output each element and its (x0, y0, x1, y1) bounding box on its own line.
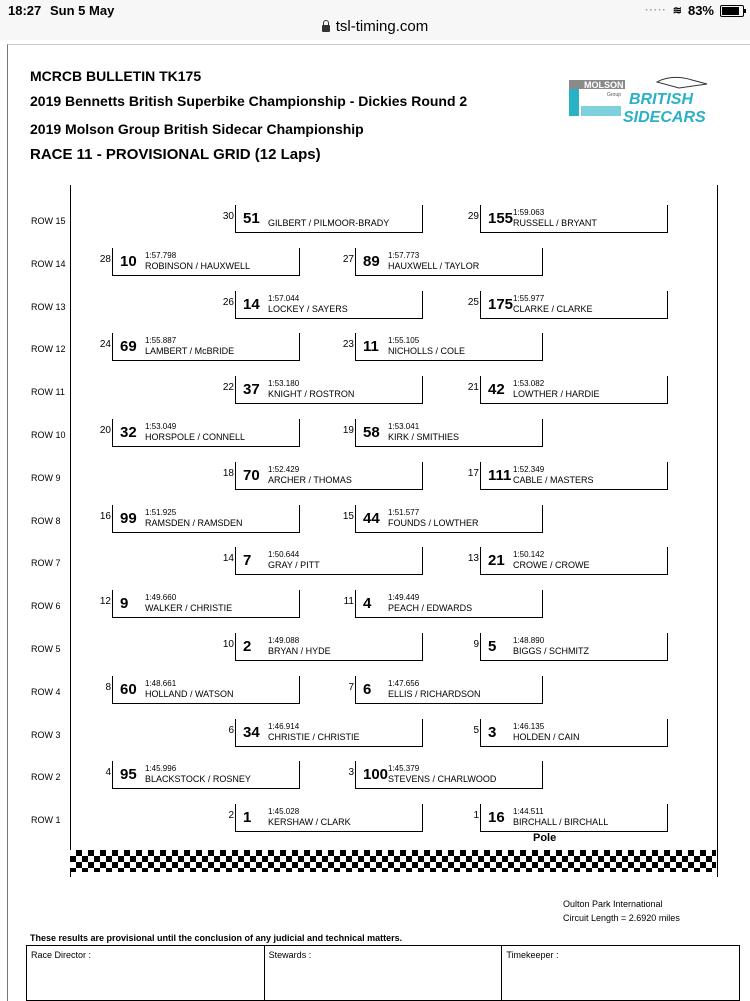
grid-position: 30 (222, 211, 234, 222)
grid-position: 14 (222, 553, 234, 565)
lap-time: 1:48.890 (513, 636, 545, 645)
race-title: RACE 11 - PROVISIONAL GRID (12 Laps) (30, 146, 321, 163)
grid-slot (467, 376, 668, 404)
rider-number: 175 (488, 295, 514, 313)
event-title: 2019 Bennetts British Superbike Championship - Dickies Round 2 (30, 93, 468, 109)
signal-icon: ····· (645, 5, 667, 16)
lap-time: 1:57.773 (388, 250, 420, 260)
rider-names: BIGGS / SCHMITZ (513, 646, 590, 656)
grid-position: 18 (222, 467, 234, 479)
lap-time: 1:52.429 (268, 464, 300, 474)
lock-icon (322, 25, 330, 32)
rider-names: KNIGHT / ROSTRON (268, 389, 355, 400)
grid-position: 3 (348, 767, 354, 779)
checkered-start-line (70, 850, 716, 872)
timekeeper-cell: Timekeeper : (506, 950, 559, 960)
grid-position: 5 (473, 724, 479, 736)
rider-number: 69 (120, 338, 137, 356)
grid-slot (473, 719, 668, 747)
grid-slot (473, 633, 668, 661)
row-label: ROW 2 (31, 772, 61, 783)
british-sidecars-logo (567, 72, 717, 130)
lap-time: 1:49.660 (145, 593, 177, 603)
logo-brand: MOLSON (584, 80, 624, 90)
sidecar-icon (657, 77, 707, 88)
row-label: ROW 13 (31, 301, 66, 312)
grid-slot (473, 804, 668, 832)
row-label: ROW 10 (31, 430, 66, 440)
row-label: ROW 4 (31, 686, 61, 697)
grid-position: 1 (473, 810, 479, 822)
grid-position: 27 (342, 253, 354, 265)
rider-number: 7 (243, 552, 252, 570)
lap-time: 1:49.088 (268, 636, 300, 645)
grid-slot (348, 761, 543, 789)
grid-slot (342, 248, 543, 276)
rider-number: 16 (488, 809, 505, 827)
rider-number: 1 (243, 809, 252, 827)
rider-names: HOLDEN / CAIN (513, 731, 580, 742)
logo-tread (581, 106, 621, 116)
row-label: ROW 9 (31, 472, 61, 483)
rider-number: 99 (120, 509, 137, 527)
grid-slot (222, 633, 423, 661)
lap-time: 1:48.661 (145, 678, 177, 688)
rider-number: 44 (363, 509, 380, 527)
row-label: ROW 6 (31, 601, 61, 612)
rider-names: KERSHAW / CLARK (268, 817, 351, 828)
rider-names: NICHOLLS / COLE (388, 346, 466, 357)
rider-names: HAUXWELL / TAYLOR (388, 260, 480, 271)
circuit-name: Oulton Park International (563, 899, 663, 909)
grid-slot (467, 205, 668, 233)
grid-slot (222, 205, 423, 233)
rider-number: 60 (120, 680, 137, 698)
status-date: Sun 5 May (50, 3, 115, 18)
rider-number: 21 (488, 552, 505, 570)
grid-position: 28 (99, 253, 111, 265)
lap-time: 1:47.656 (388, 678, 420, 688)
rider-number: 4 (363, 595, 372, 613)
rider-number: 3 (488, 723, 497, 741)
grid-position: 6 (228, 724, 234, 736)
rider-number: 32 (120, 424, 137, 441)
grid-slot (342, 419, 543, 447)
rider-number: 11 (363, 338, 379, 356)
lap-time: 1:57.798 (145, 250, 177, 260)
grid-slot (343, 590, 543, 618)
rider-number: 58 (363, 424, 380, 441)
grid-position: 12 (99, 596, 111, 608)
url-text[interactable]: tsl-timing.com (335, 18, 429, 35)
rider-names: HOLLAND / WATSON (145, 688, 234, 699)
rider-number: 100 (363, 766, 389, 784)
row-label: ROW 15 (31, 216, 66, 226)
grid-position: 2 (228, 810, 234, 822)
grid-slot (342, 333, 543, 361)
disclaimer: These results are provisional until the conclusion of any judicial and technical matters. (30, 933, 403, 943)
stewards-cell: Stewards : (265, 946, 503, 1000)
lap-time: 1:51.925 (145, 507, 177, 517)
lap-time: 1:50.142 (513, 550, 545, 560)
grid-slot (467, 291, 668, 319)
grid-slot (105, 761, 300, 789)
lap-time: 1:55.977 (513, 293, 545, 303)
rider-number: 89 (363, 252, 380, 270)
rider-names: BLACKSTOCK / ROSNEY (145, 774, 251, 785)
lap-time: 1:53.180 (268, 379, 300, 389)
grid-position: 17 (467, 467, 479, 479)
rider-names: RUSSELL / BRYANT (513, 218, 597, 228)
rider-number: 37 (243, 381, 260, 399)
grid-position: 13 (467, 553, 479, 565)
rider-names: BIRCHALL / BIRCHALL (513, 817, 609, 828)
grid-slot (222, 547, 423, 575)
grid-position: 25 (467, 296, 479, 308)
battery-icon (720, 5, 744, 17)
grid-position: 24 (99, 339, 111, 351)
rider-names: RAMSDEN / RAMSDEN (145, 517, 243, 528)
rider-names: ELLIS / RICHARDSON (388, 688, 481, 699)
rider-number: 14 (243, 295, 260, 313)
grid-position: 20 (99, 425, 111, 436)
battery-fill (722, 7, 739, 15)
grid-slot (467, 547, 668, 575)
logo-line2: SIDECARS (623, 109, 706, 126)
rider-names: GILBERT / PILMOOR-BRADY (268, 218, 390, 228)
row-label: ROW 12 (31, 344, 66, 355)
lap-time: 1:46.135 (513, 721, 545, 731)
rider-names: GRAY / PITT (268, 560, 320, 571)
grid-position: 15 (342, 510, 354, 522)
rider-names: CHRISTIE / CHRISTIE (268, 731, 360, 742)
address-bar[interactable] (0, 18, 750, 40)
status-right (645, 3, 744, 18)
grid-position: 19 (342, 425, 354, 436)
rider-number: 111 (488, 466, 512, 484)
rider-number: 10 (120, 252, 137, 270)
lap-time: 1:55.105 (388, 336, 420, 346)
grid-position: 22 (222, 382, 234, 394)
wifi-icon: ≋ (672, 5, 682, 17)
lap-time: 1:57.044 (268, 293, 300, 303)
rider-names: CROWE / CROWE (513, 560, 590, 571)
lap-time: 1:53.082 (513, 379, 545, 389)
rider-names: CLARKE / CLARKE (513, 303, 593, 314)
logo-line1: BRITISH (629, 91, 693, 108)
circuit-length: Circuit Length = 2.6920 miles (563, 913, 680, 923)
row-label: ROW 8 (31, 515, 61, 526)
rider-names: LAMBERT / McBRIDE (145, 346, 235, 357)
bulletin-title: MCRCB BULLETIN TK175 (30, 68, 202, 84)
lap-time: 1:53.049 (145, 422, 177, 431)
rider-names: ROBINSON / HAUXWELL (145, 260, 251, 271)
lap-time: 1:46.914 (268, 721, 300, 731)
rider-names: CABLE / MASTERS (513, 474, 594, 485)
grid-slot (222, 291, 423, 319)
grid-slot (99, 590, 300, 618)
signature-table (26, 945, 740, 1001)
grid-slot (99, 505, 300, 533)
grid-slot (467, 462, 668, 490)
logo-sub: Group (607, 92, 621, 98)
lap-time: 1:44.511 (513, 807, 544, 817)
rider-number: 95 (120, 766, 137, 784)
lap-time: 1:53.041 (388, 422, 420, 431)
grid-position: 23 (342, 339, 354, 351)
grid-slot (99, 333, 300, 361)
grid-slot (228, 719, 423, 747)
lap-time: 1:49.449 (388, 593, 420, 603)
row-label: ROW 11 (31, 387, 65, 398)
grid-position: 10 (222, 639, 234, 650)
lap-time: 1:52.349 (513, 464, 545, 474)
grid-slot (342, 505, 543, 533)
rider-number: 34 (243, 723, 260, 741)
rider-number: 2 (243, 638, 252, 655)
grid-slot (228, 804, 423, 832)
rider-number: 9 (120, 595, 129, 613)
grid-slot (99, 248, 300, 276)
rider-names: BRYAN / HYDE (268, 646, 331, 656)
lap-time: 1:50.644 (268, 550, 300, 560)
lap-time: 1:55.887 (145, 336, 177, 346)
rider-number: 70 (243, 466, 260, 484)
rider-names: FOUNDS / LOWTHER (388, 517, 479, 528)
row-label: ROW 1 (31, 815, 61, 826)
pole-label: Pole (533, 832, 557, 844)
rider-names: PEACH / EDWARDS (388, 603, 473, 614)
grid-position: 16 (99, 510, 111, 522)
grid-position: 9 (473, 639, 479, 650)
row-label: ROW 7 (31, 558, 61, 569)
lap-time: 1:51.577 (388, 507, 420, 517)
race-director-cell: Race Director : (27, 946, 265, 1000)
grid-position: 26 (222, 296, 234, 308)
rider-names: WALKER / CHRISTIE (145, 603, 233, 614)
championship-title: 2019 Molson Group British Sidecar Championship (30, 121, 364, 137)
rider-names: KIRK / SMITHIES (388, 432, 460, 442)
grid-position: 4 (105, 767, 111, 779)
lap-time: 1:59.063 (513, 208, 545, 217)
rider-names: LOWTHER / HARDIE (513, 389, 600, 400)
rider-number: 155 (488, 210, 514, 227)
grid-slot (99, 419, 300, 447)
battery-percent: 83% (687, 3, 714, 18)
grid-position: 11 (343, 596, 354, 608)
grid-slot (105, 676, 300, 704)
rider-number: 6 (363, 680, 372, 698)
row-label: ROW 14 (31, 258, 66, 269)
rider-number: 51 (243, 210, 260, 227)
row-label: ROW 5 (31, 644, 61, 654)
lap-time: 1:45.996 (145, 764, 177, 774)
grid-position: 21 (467, 382, 479, 394)
row-label: ROW 3 (31, 729, 61, 740)
grid-position: 29 (467, 211, 479, 222)
grid-position: 8 (105, 681, 111, 693)
status-time: 18:27 (8, 3, 42, 18)
lap-time: 1:45.028 (268, 807, 300, 817)
rider-names: LOCKEY / SAYERS (268, 303, 348, 314)
grid-slot (222, 376, 423, 404)
rider-names: ARCHER / THOMAS (268, 474, 352, 485)
lap-time: 1:45.379 (388, 764, 420, 774)
grid-slot (222, 462, 423, 490)
grid-slot (348, 676, 543, 704)
rider-names: HORSPOLE / CONNELL (145, 432, 246, 442)
rider-number: 5 (488, 638, 497, 655)
rider-number: 42 (488, 381, 505, 399)
rider-names: STEVENS / CHARLWOOD (388, 774, 497, 785)
grid-position: 7 (348, 681, 354, 693)
